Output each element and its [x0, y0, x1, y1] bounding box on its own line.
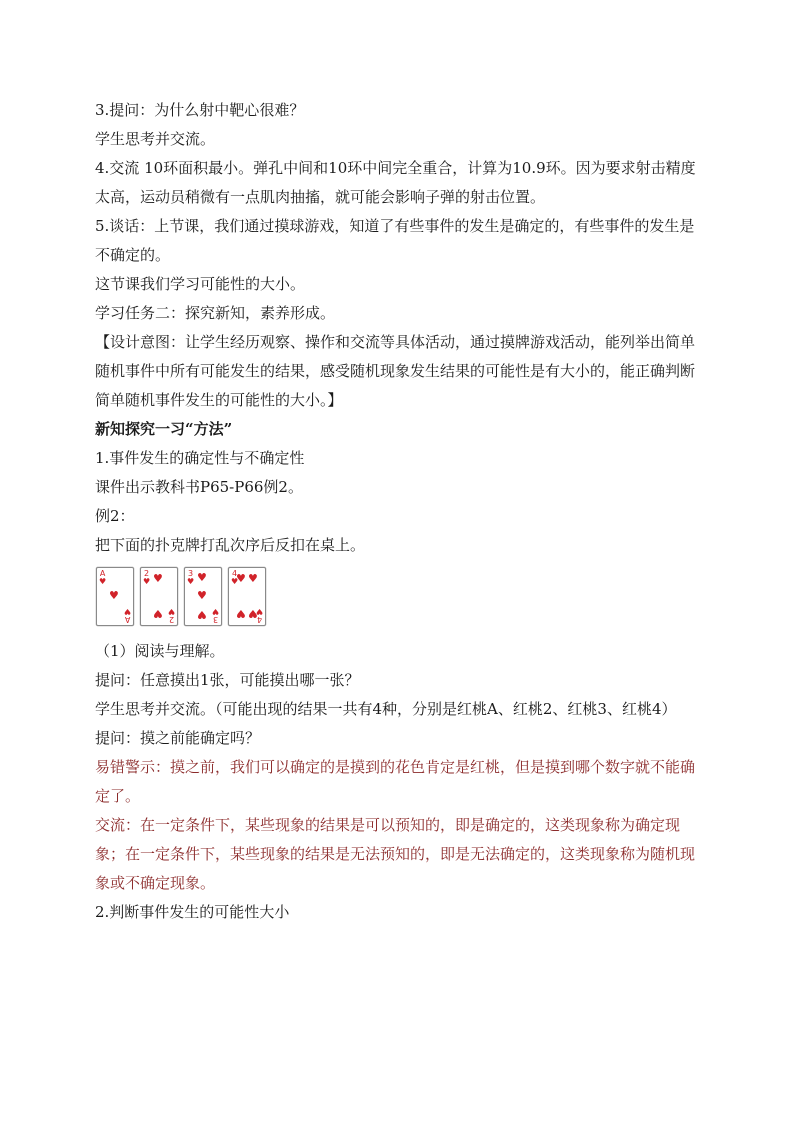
card-corner-bottom	[168, 607, 175, 623]
heart-icon: ♥	[236, 572, 246, 585]
card-rank: 4	[232, 569, 238, 578]
heart-icon: ♥	[123, 607, 131, 616]
heart-icon: ♥	[153, 572, 163, 585]
heart-icon: ♥	[109, 589, 119, 602]
heart-icon: ♥	[187, 577, 195, 586]
paragraph-design-intent: 【设计意图：让学生经历观察、操作和交流等具体活动，通过摸牌游戏活动，能列举出简单随机事件中所有可能发生的结果，感受随机现象发生结果的可能性是有大小的，能正确判断简单随机事件发生的可能性的大小。】	[95, 333, 696, 409]
card-heart-2	[140, 567, 178, 626]
paragraph-possible-results: 学生思考并交流。（可能出现的结果一共有4种，分别是红桃A、红桃2、红桃3、红桃4）	[95, 700, 677, 718]
paragraph-judge-possibility: 2.判断事件发生的可能性大小	[95, 903, 290, 921]
heart-icon: ♥	[197, 608, 207, 621]
card-rank: 3	[188, 569, 194, 578]
card-heart-a	[96, 567, 134, 626]
card-rank: A	[99, 569, 106, 578]
card-corner-bottom	[256, 607, 263, 623]
playing-cards-figure	[96, 567, 705, 627]
section-heading-method: 新知探究一习“方法”	[95, 420, 233, 438]
heart-icon: ♥	[197, 571, 207, 584]
paragraph-cards-instruction: 把下面的扑克牌打乱次序后反扣在桌上。	[95, 536, 366, 554]
heart-icon: ♥	[248, 572, 258, 585]
paragraph-question-certain: 提问：摸之前能确定吗？	[95, 729, 261, 747]
card-corner-top	[143, 570, 150, 586]
heart-icon: ♥	[153, 607, 163, 620]
card-heart-4	[228, 567, 266, 626]
heart-icon: ♥	[211, 607, 219, 616]
paragraph-question-3: 3.提问：为什么射中靶心很难？	[95, 101, 305, 119]
heart-icon: ♥	[231, 577, 239, 586]
card-rank: 3	[212, 615, 218, 624]
heart-icon: ♥	[197, 589, 207, 602]
paragraph-certainty-heading: 1.事件发生的确定性与不确定性	[95, 449, 305, 467]
card-heart-3	[184, 567, 222, 626]
heart-icon: ♥	[99, 577, 107, 586]
card-rank: 4	[256, 615, 262, 624]
card-rank: A	[124, 615, 131, 624]
document-body	[95, 96, 705, 927]
paragraph-exchange-4: 4.交流 10环面积最小。弹孔中间和10环中间完全重合，计算为10.9环。因为要求射击精度太高，运动员稍微有一点肌肉抽搐，就可能会影响子弹的射击位置。	[95, 159, 696, 206]
paragraph-textbook-example: 课件出示教科书P65-P66例2。	[95, 478, 303, 496]
heart-icon: ♥	[248, 607, 258, 620]
card-corner-top	[187, 570, 194, 586]
card-corner-bottom	[212, 607, 219, 623]
card-rank: 2	[168, 615, 174, 624]
paragraph-example-label: 例2：	[95, 507, 135, 525]
paragraph-student-discussion: 学生思考并交流。	[95, 130, 216, 148]
paragraph-error-warning: 易错警示：摸之前，我们可以确定的是摸到的花色肯定是红桃，但是摸到哪个数字就不能确定了。	[95, 758, 696, 805]
heart-icon: ♥	[167, 607, 175, 616]
paragraph-talk-5: 5.谈话：上节课，我们通过摸球游戏，知道了有些事件的发生是确定的，有些事件的发生是不确定的。	[95, 217, 695, 264]
card-rank: 2	[144, 569, 150, 578]
heart-icon: ♥	[236, 607, 246, 620]
card-corner-top	[99, 570, 106, 586]
heart-icon: ♥	[143, 577, 151, 586]
paragraph-reading-understanding: （1）阅读与理解。	[95, 642, 225, 660]
paragraph-exchange-definition: 交流：在一定条件下，某些现象的结果是可以预知的，即是确定的，这类现象称为确定现象；在一定条件下，某些现象的结果是无法预知的，即是无法确定的，这类现象称为随机现象或不确定现象。	[95, 816, 696, 892]
paragraph-question-draw-one: 提问：任意摸出1张，可能摸出哪一张？	[95, 671, 360, 689]
paragraph-task-two: 学习任务二：探究新知，素养形成。	[95, 304, 336, 322]
paragraph-lesson-topic: 这节课我们学习可能性的大小。	[95, 275, 306, 293]
card-corner-bottom	[124, 607, 131, 623]
heart-icon: ♥	[255, 607, 263, 616]
